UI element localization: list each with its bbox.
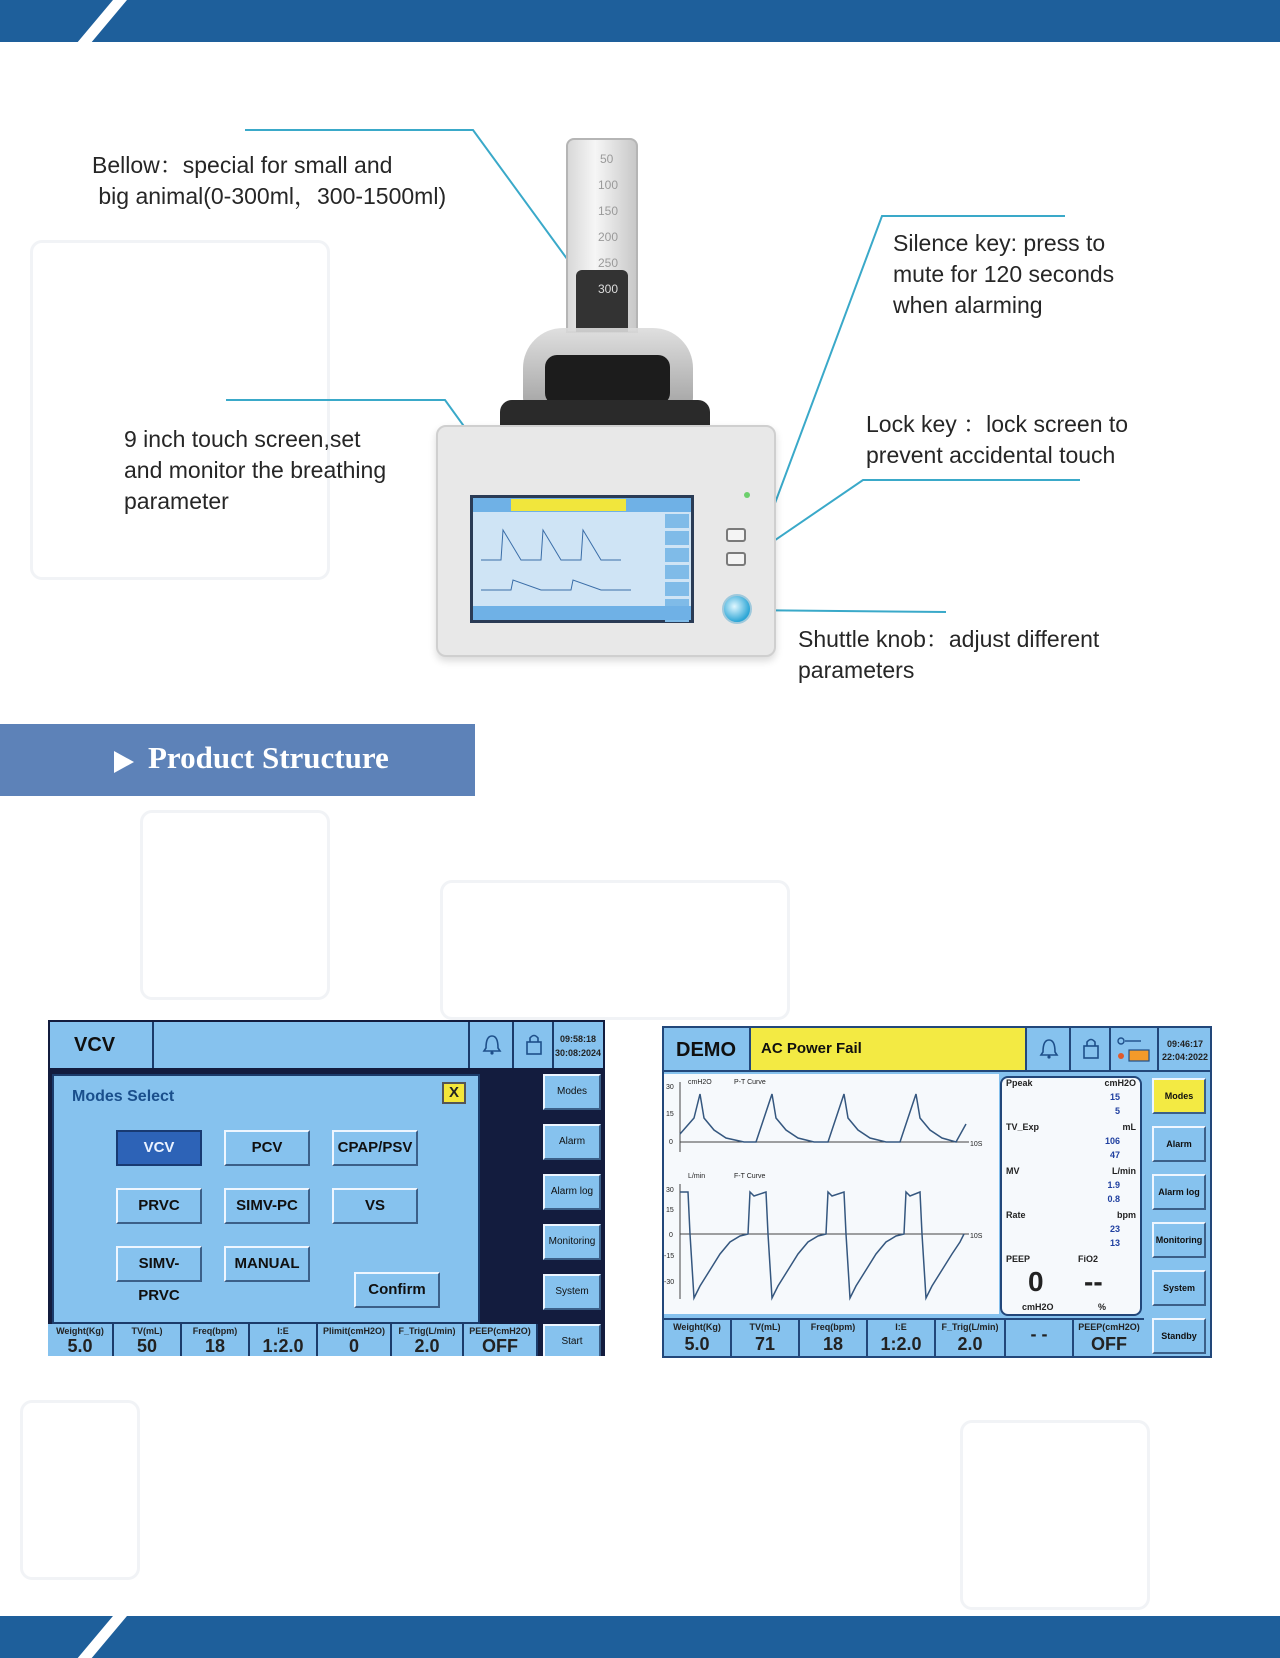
bellow-piston	[576, 270, 628, 332]
param-label: TV(mL)	[749, 1322, 781, 1332]
side-button-start[interactable]: Start	[543, 1324, 601, 1356]
side-button-system[interactable]: System	[543, 1274, 601, 1310]
side-button-standby[interactable]: Standby	[1152, 1318, 1206, 1354]
param-label: F_Trig(L/min)	[941, 1322, 999, 1332]
tv-exp-label: TV_Exp	[1006, 1122, 1040, 1132]
alarm-bell-button[interactable]	[470, 1022, 514, 1068]
mode-button-simv-prvc[interactable]: SIMV-PRVC	[116, 1246, 202, 1282]
ppeak-label: Ppeak	[1006, 1078, 1033, 1088]
param-value: 1:2.0	[880, 1334, 922, 1354]
bell-icon	[1027, 1028, 1071, 1070]
param-value: 5.0	[67, 1336, 93, 1356]
bellow-scale-label: 250	[598, 256, 619, 270]
fio2-label: FiO2	[1078, 1254, 1099, 1264]
peep-value: 0	[1028, 1266, 1044, 1297]
mode-button-prvc[interactable]: PRVC	[116, 1188, 202, 1224]
side-button-monitoring[interactable]: Monitoring	[543, 1224, 601, 1260]
bellow-scale-label: 50	[600, 152, 614, 166]
ppeak-unit: cmH2O	[1104, 1078, 1136, 1088]
param-value: 1:2.0	[262, 1336, 304, 1356]
side-button-modes[interactable]: Modes	[1152, 1078, 1206, 1114]
ppeak-high: 15	[1109, 1092, 1120, 1102]
mode-indicator	[50, 1022, 154, 1068]
clock-date: 22:04:2022	[1162, 1052, 1209, 1062]
param-value: 18	[822, 1334, 844, 1354]
tv-exp-high: 106	[1104, 1136, 1120, 1146]
alarm-message: AC Power Fail	[761, 1040, 862, 1057]
peep-label: PEEP	[1006, 1254, 1031, 1264]
bellow-callout: Bellow：special for small and big animal(0-300ml，300-1500ml)	[92, 152, 447, 209]
screen-lock-button[interactable]	[1071, 1028, 1111, 1070]
ft-ytick: -15	[664, 1253, 675, 1260]
param-freq[interactable]	[800, 1320, 868, 1358]
param-weight[interactable]	[48, 1324, 114, 1356]
param-label: I:E	[277, 1326, 289, 1336]
clock-date: 30:08:2024	[554, 1048, 602, 1058]
ft-ytick: 15	[666, 1207, 674, 1214]
section-header	[0, 724, 475, 796]
bellow-scale-label: 300	[598, 282, 619, 296]
ft-xend: 10S	[970, 1233, 983, 1240]
section-title: Product Structure	[148, 740, 389, 775]
monitored-parameters	[1000, 1076, 1142, 1316]
param-ftrig[interactable]	[936, 1320, 1006, 1358]
mode-button-vs[interactable]: VS	[332, 1188, 418, 1224]
modes-select-dialog	[52, 1074, 480, 1324]
power-led	[744, 492, 750, 498]
side-button-alarm-log[interactable]: Alarm log	[1152, 1174, 1206, 1210]
fio2-unit: %	[1098, 1302, 1107, 1312]
ft-ytick: 30	[666, 1187, 674, 1194]
side-button-alarm[interactable]: Alarm	[543, 1124, 601, 1160]
param-value: OFF	[482, 1336, 518, 1356]
param-label: I:E	[895, 1322, 907, 1332]
pt-curve	[680, 1094, 966, 1142]
mv-label: MV	[1006, 1166, 1020, 1176]
bellow-valve	[545, 355, 670, 405]
lock-key[interactable]	[726, 552, 746, 566]
rate-high: 23	[1109, 1224, 1120, 1234]
screen1-side-menu	[543, 1072, 603, 1356]
param-label: Weight(Kg)	[56, 1326, 104, 1336]
param-label: Freq(bpm)	[810, 1322, 856, 1332]
screen2-side-menu	[1148, 1074, 1208, 1358]
mode-button-simv-pc[interactable]: SIMV-PC	[224, 1188, 310, 1224]
param-value: 18	[204, 1336, 226, 1356]
ft-title: F-T Curve	[734, 1173, 766, 1180]
param-freq[interactable]	[182, 1324, 250, 1356]
dialog-title: Modes Select	[72, 1088, 175, 1105]
screen2-parameter-bar	[664, 1318, 1144, 1358]
tv-exp-low: 47	[1109, 1150, 1120, 1160]
ppeak-low: 5	[1114, 1106, 1120, 1116]
param-weight[interactable]	[664, 1320, 732, 1358]
alarm-bell-button[interactable]	[1027, 1028, 1071, 1070]
screen-lock-button[interactable]	[514, 1022, 554, 1068]
param-value: - -	[1030, 1324, 1048, 1344]
param-peep[interactable]	[464, 1324, 538, 1356]
silence-key-callout: Silence key: press to mute for 120 seconds when alarming	[893, 230, 1115, 318]
ft-ytick: -30	[664, 1279, 675, 1286]
param-label: F_Trig(L/min)	[398, 1326, 456, 1336]
bellow-scale-label: 100	[598, 178, 619, 192]
mode-button-vcv[interactable]: VCV	[116, 1130, 202, 1166]
param-value: 5.0	[684, 1334, 710, 1354]
mode-button-cpap-psv[interactable]: CPAP/PSV	[332, 1130, 418, 1166]
confirm-button[interactable]: Confirm	[354, 1272, 440, 1308]
rate-low: 13	[1109, 1238, 1120, 1248]
param-peep[interactable]	[1074, 1320, 1144, 1358]
screen1-parameter-bar	[48, 1324, 538, 1356]
bellow-scale-label: 200	[598, 230, 619, 244]
bellow-scale-label: 150	[598, 204, 619, 218]
param-value: 2.0	[957, 1334, 983, 1354]
side-button-alarm-log[interactable]: Alarm log	[543, 1174, 601, 1210]
param-label: Freq(bpm)	[192, 1326, 238, 1336]
waveform-chart	[664, 1074, 999, 1314]
mini-status-bar	[473, 498, 691, 512]
param-value: 71	[754, 1334, 776, 1354]
mv-low: 0.8	[1107, 1194, 1120, 1204]
pt-ytick: 0	[669, 1139, 673, 1146]
shuttle-knob-callout: Shuttle knob：adjust different parameters	[798, 626, 1100, 683]
screen2-status-bar	[664, 1028, 1210, 1072]
fio2-value: --	[1084, 1266, 1103, 1297]
monitoring-screen	[662, 1026, 1212, 1358]
mv-high: 1.9	[1107, 1180, 1120, 1190]
side-button-monitoring[interactable]: Monitoring	[1152, 1222, 1206, 1258]
silence-key[interactable]	[726, 528, 746, 542]
mode-button-pcv[interactable]: PCV	[224, 1130, 310, 1166]
pt-ytick: 15	[666, 1111, 674, 1118]
clock-time: 09:46:17	[1166, 1039, 1204, 1049]
mode-button-manual[interactable]: MANUAL	[224, 1246, 310, 1282]
param-tv[interactable]	[114, 1324, 182, 1356]
screen1-status-bar	[50, 1022, 603, 1068]
peep-unit: cmH2O	[1022, 1302, 1054, 1312]
mv-unit: L/min	[1112, 1166, 1136, 1176]
param-empty[interactable]	[1006, 1320, 1074, 1358]
lock-icon	[514, 1022, 554, 1068]
pt-ylabel: cmH2O	[688, 1079, 712, 1086]
lock-key-callout: Lock key ：lock screen to prevent accidental touch	[866, 411, 1129, 468]
param-ie[interactable]	[868, 1320, 936, 1358]
close-button[interactable]: X	[442, 1082, 466, 1104]
param-value: 2.0	[414, 1336, 440, 1356]
clock-time: 09:58:18	[559, 1034, 597, 1044]
ft-curve	[680, 1192, 964, 1298]
side-button-modes[interactable]: Modes	[543, 1074, 601, 1110]
param-value: 50	[136, 1336, 158, 1356]
pt-xend: 10S	[970, 1141, 983, 1148]
lock-icon	[1071, 1028, 1111, 1070]
mini-footer	[473, 606, 691, 620]
power-status	[1111, 1028, 1159, 1070]
device-touch-screen[interactable]	[470, 495, 694, 623]
param-value: 0	[348, 1336, 359, 1356]
modes-select-screen	[48, 1020, 605, 1356]
touch-screen-callout: 9 inch touch screen,set and monitor the breathing parameter	[124, 426, 387, 514]
clock	[1162, 1038, 1208, 1064]
battery-icon	[1111, 1028, 1159, 1070]
param-value: OFF	[1091, 1334, 1127, 1354]
mini-alarm-bar	[511, 499, 626, 511]
alarm-message-bar	[749, 1028, 1027, 1070]
ft-ylabel: L/min	[688, 1173, 706, 1180]
param-label: PEEP(cmH2O)	[469, 1326, 531, 1336]
mini-waveform	[481, 520, 651, 600]
pt-ytick: 30	[666, 1084, 674, 1091]
bell-icon	[470, 1022, 514, 1068]
side-button-system[interactable]: System	[1152, 1270, 1206, 1306]
rate-label: Rate	[1006, 1210, 1026, 1220]
alarm-message-area	[154, 1022, 470, 1068]
param-label: PEEP(cmH2O)	[1078, 1322, 1140, 1332]
tv-exp-unit: mL	[1122, 1122, 1136, 1132]
pt-title: P-T Curve	[734, 1079, 766, 1086]
rate-unit: bpm	[1117, 1210, 1136, 1220]
side-button-alarm[interactable]: Alarm	[1152, 1126, 1206, 1162]
param-label: TV(mL)	[131, 1326, 163, 1336]
param-label: Weight(Kg)	[673, 1322, 721, 1332]
current-mode: VCV	[74, 1034, 116, 1056]
shuttle-knob[interactable]	[722, 594, 752, 624]
ft-ytick: 0	[669, 1232, 673, 1239]
param-label: Plimit(cmH2O)	[322, 1326, 385, 1336]
param-plimit[interactable]	[318, 1324, 392, 1356]
current-mode: DEMO	[676, 1039, 736, 1061]
param-ftrig[interactable]	[392, 1324, 464, 1356]
param-ie[interactable]	[250, 1324, 318, 1356]
waveform-area	[664, 1074, 999, 1314]
clock	[553, 1032, 603, 1060]
param-tv[interactable]	[732, 1320, 800, 1358]
play-arrow-icon	[114, 751, 134, 773]
